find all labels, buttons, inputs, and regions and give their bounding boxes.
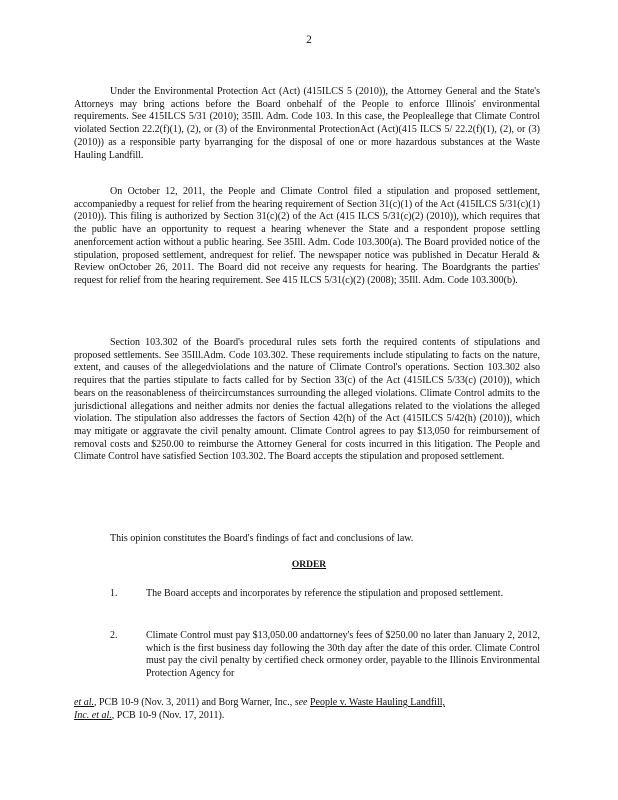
case-name-fragment: et al. [74, 697, 94, 708]
paragraph-findings: This opinion constitutes the Board's findings of fact and conclusions of law. [110, 533, 414, 544]
order-heading: ORDER [291, 560, 327, 570]
citation-text: , PCB 10-9 (Nov. 3, 2011) and Borg Warner, Inc., [94, 697, 295, 708]
order-item-text: The Board accepts and incorporates by reference the stipulation and proposed settlement. [146, 588, 504, 599]
footer-citation-line-2 [74, 709, 540, 722]
case-name-link: People v. Waste Hauling Landfill, [310, 697, 445, 708]
signal-see: see [294, 697, 308, 708]
case-name-fragment: Inc. et al. [74, 710, 112, 721]
order-item-text: Climate Control must pay $13,050.00 andattorney's fees of $250.00 no later than January 2, 2012, which is the first business day following the 30th day after the date of this order. Climate Control must pay the civil penalty by certified check ormoney order, payable to the Illinois Environmental Protection Agency for [146, 630, 540, 680]
paragraph-stipulation-requirements: Section 103.302 of the Board's procedural rules sets forth the required contents of stipulations and proposed settlements. See 35Ill.Adm. Code 103.302. These requirements include stipulating to facts on the nature, extent, and causes of the allegedviolations and the nature of Climate Control's operations. Section 103.302 also requires that the parties stipulate to facts called for by Section 33(c) of the Act (415ILCS 5/33(c) (2010)), which bears on the reasonableness of theircircumstances surrounding the alleged violations. Climate Control admits to the jurisdictional allegations and neither admits nor denies the factual allegations related to the violations the alleged violation. The stipulation also addresses the factors of Section 42(h) of the Act (415ILCS 5/42(h) (2010)), which may mitigate or aggravate the civil penalty amount. Climate Control agrees to pay $13,050 for reimbursement of removal costs and $250.00 to reimburse the Attorney General for costs incurred in this litigation. The People and Climate Control have satisfied Section 103.302. The Board accepts the stipulation and proposed settlement. [74, 337, 540, 463]
paragraph-background: Under the Environmental Protection Act (Act) (415ILCS 5 (2010)), the Attorney General and the State's Attorneys may bring actions before the Board onbehalf of the People to enforce Illinois' environmental requirements. See 415ILCS 5/31 (2010); 35Ill. Adm. Code 103. In this case, the Peopleallege that Climate Control violated Section 22.2(f)(1), (2), or (3) of the Environmental ProtectionAct (Act)(415 ILCS 5/ 22.2(f)(1), (2), or (3) (2010)) as a responsible party byarranging for the disposal of one or more hazardous substances at the Waste Hauling Landfill. [74, 86, 540, 161]
page-number: 2 [306, 34, 312, 46]
citation-text: , PCB 10-9 (Nov. 17, 2011). [111, 710, 225, 721]
order-item-number: 2. [110, 630, 118, 641]
footer-citation [74, 696, 540, 722]
footer-citation-line-1 [74, 696, 540, 709]
order-item [74, 630, 540, 681]
order-item [74, 588, 540, 601]
order-item-number: 1. [110, 588, 118, 599]
paragraph-procedural-history: On October 12, 2011, the People and Climate Control filed a stipulation and proposed settlement, accompaniedby a request for relief from the hearing requirement of Section 31(c)(1) of the Act (415ILCS 5/31(c)(1) (2010)). This filing is authorized by Section 31(c)(2) of the Act (415 ILCS 5/31(c)(2) (2010)), which requires that the public have an opportunity to request a hearing whenever the State and a respondent propose settling anenforcement action without a public hearing. See 35Ill. Adm. Code 103.300(a). The Board provided notice of the stipulation, proposed settlement, andrequest for relief. The newspaper notice was published in Decatur Herald & Review onOctober 26, 2011. The Board did not receive any requests for hearing. The Boardgrants the parties' request for relief from the hearing requirement. See 415 ILCS 5/31(c)(2) (2008); 35Ill. Adm. Code 103.300(b). [74, 186, 540, 286]
